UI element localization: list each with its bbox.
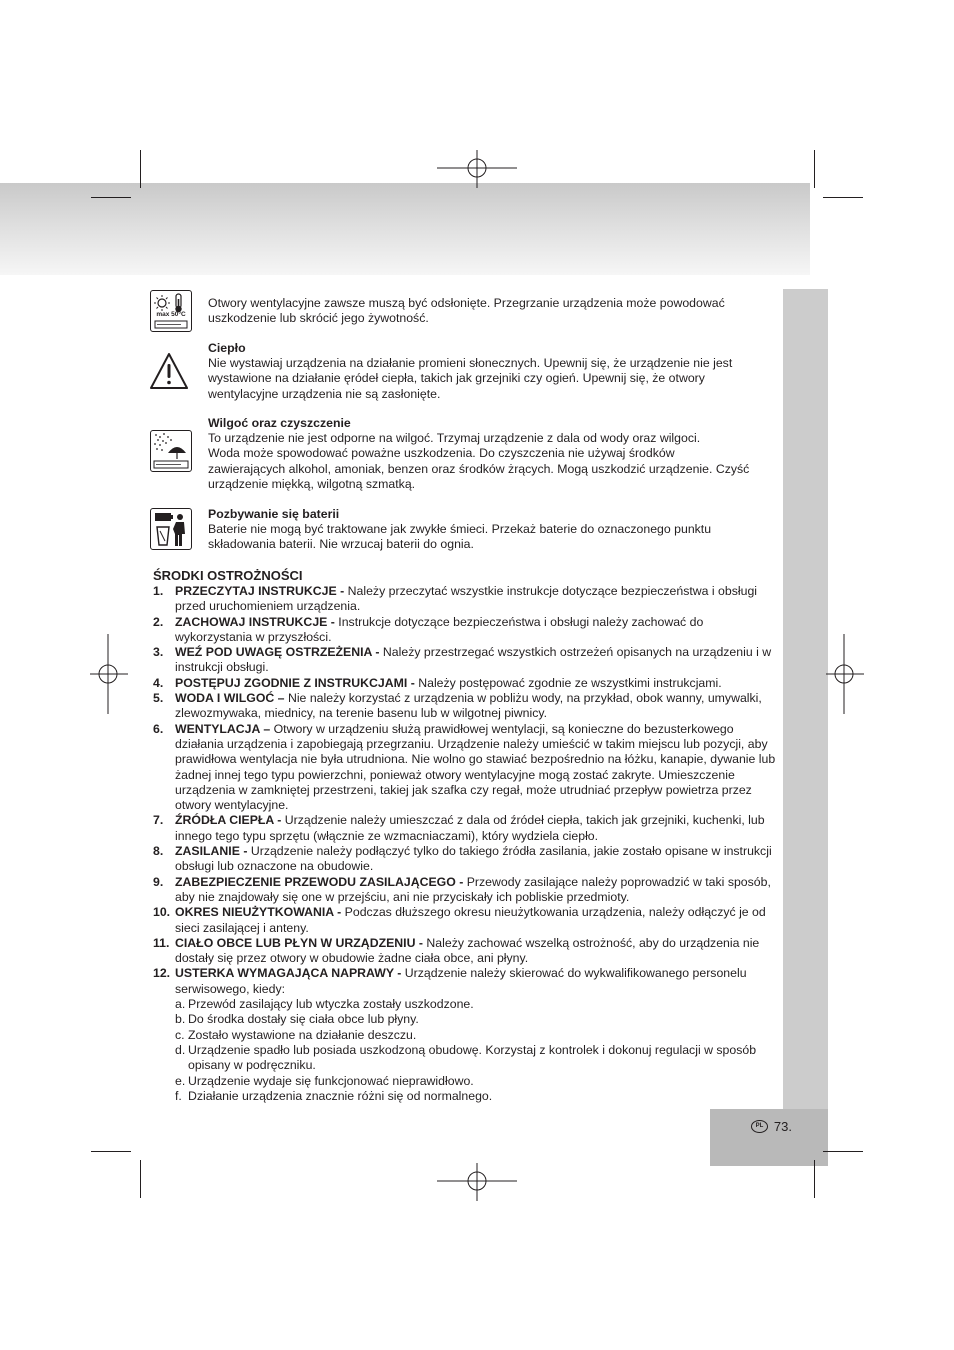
crop-mark [823,1151,863,1152]
item-lead: WEŹ POD UWAGĘ OSTRZEŻENIA - [175,645,380,660]
sub-item-text: Do środka dostały się ciała obce lub płyny. [188,1012,419,1027]
item-lead: ŹRÓDŁA CIEPŁA - [175,813,282,828]
notice-ventilation [208,296,778,326]
sub-item-text: Przewód zasilający lub wtyczka zostały uszkodzone. [188,997,474,1012]
notice-heat [208,341,778,402]
item-number: 10. [153,905,171,920]
crop-mark [823,197,863,198]
warning-triangle-icon [148,351,190,391]
list-item [153,584,779,615]
precautions-list [153,584,779,1104]
item-number: 6. [153,721,164,736]
notice-line: Baterie nie mogą być traktowane jak zwykłe śmieci. Przekaż baterie do oznaczonego punktu [208,522,712,537]
max-temperature-label: max 50°C [156,311,186,318]
sub-list-item [175,1012,779,1027]
crop-mark [814,1160,815,1198]
item-number: 9. [153,874,164,889]
item-number: 8. [153,844,164,859]
item-text: Należy zachować wszelką ostrożność, aby do urządzenia nie dostały się przez otwory w obudowie żadne ciała obce, ani płyny. [175,935,760,966]
list-item [153,676,779,691]
item-lead: POSTĘPUJ ZGODNIE Z INSTRUKCJAMI - [175,675,415,690]
sub-item-text: Urządzenie wydaje się funkcjonować nieprawidłowo. [188,1073,474,1088]
item-text: Przewody zasilające należy poprowadzić w taki sposób, aby nie znajdowały się one w przejściu, ani nie przyciskały ich pobliskie przedmioty. [175,874,771,904]
moisture-umbrella-icon [150,430,192,472]
item-lead: PRZECZYTAJ INSTRUKCJE - [175,584,345,598]
page-number-tab [710,1109,828,1166]
crop-mark [91,197,131,198]
sub-list-item [175,1028,779,1043]
item-text: Należy przestrzegać wszystkich ostrzeżeń opisanych na urządzeniu i w instrukcji obsługi. [175,645,772,675]
item-lead: ZABEZPIECZENIE PRZEWODU ZASILAJĄCEGO - [175,874,464,889]
crop-mark [140,150,141,188]
crop-mark [814,150,815,188]
list-item [153,615,779,646]
item-number: 5. [153,691,164,706]
sub-item-letter: e. [175,1073,186,1088]
item-lead: OKRES NIEUŻYTKOWANIA - [175,905,342,920]
list-item [153,966,779,1104]
notice-moisture [208,416,778,492]
item-text: Urządzenie należy umieszczać z dala od źródeł ciepła, takich jak grzejniki, kuchenki, lub innego tego typu sprzętu (włącznie ze wzmacniaczami), który wydziela ciepło. [175,813,765,843]
notice-line: uszkodzenie lub skrócić jego żywotność. [208,311,429,326]
item-text: Urządzenie należy skierować do wykwalifikowanego personelu serwisowego, kiedy: [175,966,747,996]
item-number: 12. [153,966,171,981]
item-text: Urządzenie należy podłączyć tylko do takiego źródła zasilania, jakie zostało opisane w instrukcji obsługi lub oznaczone na obudowie. [175,844,772,874]
list-item [153,936,779,967]
item-text: Należy przeczytać wszystkie instrukcje dotyczące bezpieczeństwa i obsługi przed uruchomieniem urządzenia. [175,584,758,614]
registration-mark-top [437,150,517,190]
item-lead: WENTYLACJA – [175,721,271,736]
list-item [153,813,779,844]
side-band [783,289,828,1109]
notice-line: składowania baterii. Nie wrzucaj baterii do ognia. [208,537,474,552]
sub-item-letter: d. [175,1042,186,1057]
notice-line: wystawione na działanie ęródeł ciepła, takich jak grzejniki czy ogień. Upewnij się, że otwory [208,371,705,386]
registration-mark-right [824,634,864,714]
item-text: Nie należy korzystać z urządzenia w pobliżu wody, na przykład, obok wanny, umywalki, zlewozmywaka, miednicy, na terenie basenu lub w wilgotnej piwnicy. [175,691,762,721]
language-badge: PL [751,1120,768,1133]
notice-title: Ciepło [208,341,246,355]
sub-item-letter: c. [175,1027,185,1042]
page-number [751,1119,792,1134]
item-text: Należy postępować zgodnie ze wszystkimi instrukcjami. [414,675,722,690]
sub-item-text: Zostało wystawione na działanie deszczu. [188,1027,417,1042]
sub-list-item [175,997,779,1012]
notice-line: wentylacyjne urządzenia nie są zasłonięte. [208,386,441,401]
list-item [153,722,779,814]
sub-item-letter: f. [175,1088,182,1103]
sub-item-text: Działanie urządzenia znacznie różni się od normalnego. [188,1088,493,1103]
list-item [153,844,779,875]
registration-mark-bottom [437,1163,517,1203]
item-text: Instrukcje dotyczące bezpieczeństwa i obsługi należy zachować do wykorzystania w przyszłości. [175,614,704,644]
list-item [153,645,779,676]
notice-line: urządzenie miękką, wilgotną szmatką. [208,476,416,491]
list-item [153,905,779,936]
crop-mark [91,1151,131,1152]
list-item [153,691,779,722]
section-title: ŚRODKI OSTROŻNOŚCI [153,568,303,583]
battery-disposal-icon [150,508,192,550]
sub-item-letter: b. [175,1012,186,1027]
item-lead: ZACHOWAJ INSTRUKCJE - [175,614,335,629]
item-lead: ZASILANIE - [175,844,248,859]
item-number: 4. [153,675,164,690]
notice-line: To urządzenie nie jest odporne na wilgoć. Trzymaj urządzenie z dala od wody oraz wilgoci. [208,431,701,446]
item-number: 3. [153,645,164,660]
notice-line: Otwory wentylacyjne zawsze muszą być odsłonięte. Przegrzanie urządzenia może powodować [208,296,725,310]
item-text: Otwory w urządzeniu służą prawidłowej wentylacji, są konieczne do bezusterkowego działania urządzenia i zapobiegają przegrzaniu. Urządzenie należy umieścić w takim miejscu lub pozycji, aby prawidłowa wentylacja nie była utrudniona. Nie wolno go stawiać bezpośrednio na łóżku, kanapie, dywanie lub żadnej innej tego typu powierzchni, ponieważ otwory wentylacyjne mogą zostać zakryte. Umieszczenie urządzenia w zamkniętej przestrzeni, takiej jak szafka czy regał, może utrudniać przepływ powietrza przez otwory wentylacyjne. [175,721,776,813]
item-text: Podczas dłuższego okresu nieużytkowania urządzenia, należy odłączyć je od sieci zasilającej i anteny. [175,905,766,935]
sub-list-item [175,1089,779,1104]
notice-line: Nie wystawiaj urządzenia na działanie promieni słonecznych. Upewnij się, że urządzenie nie jest [208,356,733,371]
notice-title: Pozbywanie się baterii [208,507,340,521]
item-number: 7. [153,813,164,828]
item-number: 11. [153,935,170,950]
sub-list-item [175,1074,779,1089]
page-number-text: 73. [773,1119,792,1134]
sub-list-item [175,1043,779,1074]
notice-line: Woda może spowodować poważne uszkodzenia. Do czyszczenia nie używaj środków [208,446,675,461]
list-item [153,875,779,906]
sub-item-text: Urządzenie spadło lub posiada uszkodzoną obudowę. Korzystaj z kontrolek i dokonuj regulacji w sposób opisany w podręczniku. [188,1042,757,1073]
repair-cases-list [175,997,779,1104]
item-number: 2. [153,614,164,629]
crop-mark [140,1160,141,1198]
item-lead: USTERKA WYMAGAJĄCA NAPRAWY - [175,966,402,981]
notice-line: zawierających alkohol, amoniak, benzen oraz środków żrących. Mogą uszkodzić urządzenie. Czyść [208,461,750,476]
item-lead: CIAŁO OBCE LUB PŁYN W URZĄDZENIU - [175,935,423,950]
max-temperature-icon [150,290,192,332]
item-lead: WODA I WILGOĆ – [175,691,285,706]
notice-title: Wilgoć oraz czyszczenie [208,416,351,430]
item-number: 1. [153,584,164,598]
notice-batteries [208,507,778,553]
registration-mark-left [90,634,130,714]
sub-item-letter: a. [175,997,186,1012]
